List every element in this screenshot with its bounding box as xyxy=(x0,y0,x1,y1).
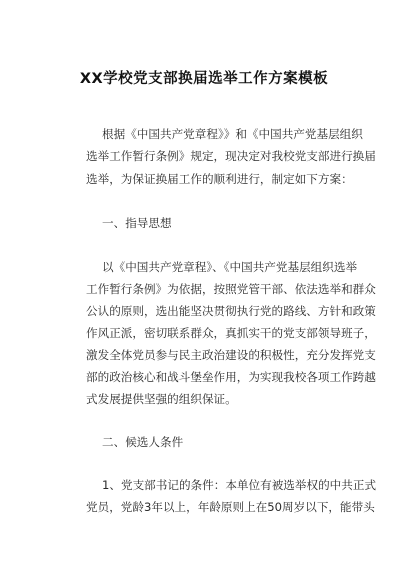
section-heading: 一、指导思想 xyxy=(102,216,172,230)
intro-line: 选举，为保证换届工作的顺利进行，制定如下方案： xyxy=(86,172,353,186)
body-line: 部的政治核心和战斗堡垒作用，为实现我校各项工作跨越 xyxy=(86,370,376,384)
body-line: 党员，党龄3年以上，年龄原则上在50周岁以下，能带头 xyxy=(86,500,375,514)
document-title: XX学校党支部换届选举工作方案模板 xyxy=(79,71,329,87)
intro-line: 选举工作暂行条例》规定，现决定对我校党支部进行换届 xyxy=(86,149,376,163)
body-line: 作风正派，密切联系群众，真抓实干的党支部领导班子， xyxy=(86,326,376,340)
body-line: 公认的原则，选出能坚决贯彻执行党的路线、方针和政策 xyxy=(86,304,376,318)
intro-line: 根据《中国共产党章程》》和《中国共产党基层组织 xyxy=(102,127,363,141)
body-line: 式发展提供坚强的组织保证。 xyxy=(86,392,237,406)
body-line: 工作暂行条例》为依据，按照党管干部、依法选举和群众 xyxy=(86,282,376,296)
body-line: 1、党支部书记的条件：本单位有被选举权的中共正式 xyxy=(102,478,377,492)
body-line: 激发全体党员参与民主政治建设的积极性，充分发挥党支 xyxy=(86,348,376,362)
section-heading: 二、候选人条件 xyxy=(102,435,184,449)
body-line: 以《中国共产党章程》、《中国共产党基层组织选举 xyxy=(102,260,358,274)
